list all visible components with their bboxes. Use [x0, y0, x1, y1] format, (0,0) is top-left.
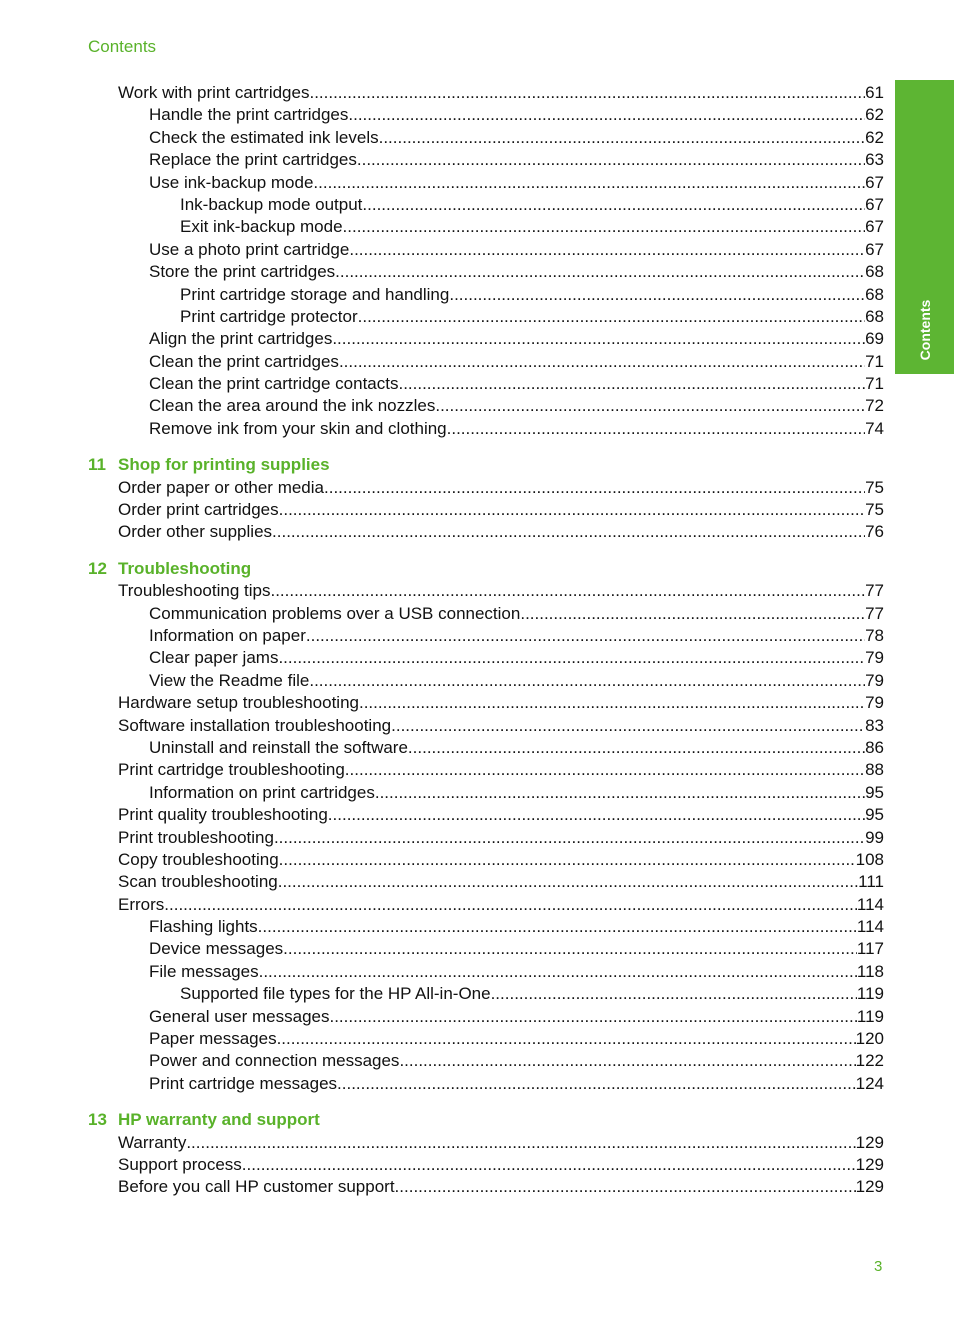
dot-leader: [349, 239, 865, 261]
toc-entry[interactable]: [88, 216, 884, 238]
dot-leader: [348, 104, 865, 126]
dot-leader: [399, 1050, 855, 1072]
toc-entry-title: Device messages: [149, 939, 284, 959]
toc-entry-page: 124: [855, 1073, 884, 1093]
toc-entry-page: 77: [865, 581, 884, 601]
toc-entry-title: Clear paper jams: [149, 648, 279, 668]
toc-entry-title: Order paper or other media: [118, 477, 324, 497]
toc-entry[interactable]: [88, 1006, 884, 1028]
dot-leader: [391, 715, 865, 737]
toc-entry-title: Remove ink from your skin and clothing: [149, 418, 447, 438]
toc-entry[interactable]: [88, 759, 884, 781]
toc-entry-page: 62: [865, 127, 884, 147]
toc-entry[interactable]: [88, 603, 884, 625]
dot-leader: [335, 261, 865, 283]
toc-section: [88, 1109, 884, 1199]
toc-entry[interactable]: [88, 418, 884, 440]
toc-entry-page: 83: [865, 715, 884, 735]
toc-entry-page: 114: [856, 917, 884, 937]
dot-leader: [408, 737, 865, 759]
dot-leader: [339, 351, 865, 373]
toc-entry-page: 111: [858, 872, 884, 892]
dot-leader: [324, 477, 865, 499]
toc-entry-page: 76: [865, 522, 884, 542]
dot-leader: [332, 328, 865, 350]
toc-entry[interactable]: [88, 625, 884, 647]
toc-entry[interactable]: [88, 670, 884, 692]
page-number: 3: [874, 1258, 883, 1275]
toc-section: [88, 558, 884, 1095]
dot-leader: [283, 938, 857, 960]
dot-leader: [309, 82, 865, 104]
toc-entry-title: Print cartridge storage and handling: [180, 284, 450, 304]
dot-leader: [278, 871, 858, 893]
toc-entry-title: Support process: [118, 1154, 242, 1174]
running-header: Contents: [88, 37, 157, 56]
toc-entry[interactable]: [88, 827, 884, 849]
toc-entry-title: Work with print cartridges: [118, 83, 310, 102]
toc-entry-page: 79: [865, 693, 884, 713]
toc-entry-page: 67: [865, 217, 884, 237]
toc-entry-title: Replace the print cartridges: [149, 150, 357, 170]
toc-entry[interactable]: [88, 1176, 884, 1198]
toc-entry-title: Align the print cartridges: [149, 329, 333, 349]
toc-entry-page: 72: [865, 396, 884, 416]
toc-entry-page: 129: [855, 1177, 884, 1197]
toc-entry-page: 71: [865, 374, 884, 394]
toc-entry-title: Software installation troubleshooting: [118, 715, 392, 735]
toc-entry-page: 78: [865, 625, 884, 645]
dot-leader: [164, 894, 857, 916]
toc-entry-title: Uninstall and reinstall the software: [149, 737, 408, 757]
toc-entry[interactable]: [88, 149, 884, 171]
toc-entry-title: Hardware setup troubleshooting: [118, 693, 359, 713]
toc-entry-title: Print cartridge messages: [149, 1073, 338, 1093]
toc-entry[interactable]: [88, 477, 884, 499]
toc-entry[interactable]: [88, 104, 884, 126]
toc-entry[interactable]: [88, 580, 884, 602]
toc-entry[interactable]: [88, 306, 884, 328]
toc-entry-title: Copy troubleshooting: [118, 849, 279, 869]
toc-entry[interactable]: [88, 194, 884, 216]
toc-entry-title: Before you call HP customer support: [118, 1177, 395, 1197]
toc-entry-title: View the Readme file: [149, 670, 310, 690]
toc-entry-page: 117: [856, 939, 884, 959]
toc-entry-page: 68: [865, 262, 884, 282]
toc-entry-page: 99: [865, 827, 884, 847]
toc-entry-title: Clean the print cartridges: [149, 351, 339, 371]
dot-leader: [329, 1006, 856, 1028]
side-tab-label: Contents: [916, 299, 933, 361]
toc-entry-page: 69: [865, 329, 884, 349]
toc-entry[interactable]: [88, 284, 884, 306]
dot-leader: [449, 284, 865, 306]
toc-entry[interactable]: [88, 499, 884, 521]
toc-entry-title: Clean the area around the ink nozzles: [149, 396, 436, 416]
toc-entry[interactable]: [88, 127, 884, 149]
section-title: Troubleshooting: [118, 558, 252, 578]
dot-leader: [277, 1028, 856, 1050]
dot-leader: [270, 580, 865, 602]
toc-entry-title: Print troubleshooting: [118, 827, 274, 847]
toc-entry[interactable]: [88, 782, 884, 804]
toc-entry-page: 119: [856, 1006, 884, 1026]
dot-leader: [274, 827, 865, 849]
toc-entry[interactable]: [88, 938, 884, 960]
toc-entry[interactable]: [88, 804, 884, 826]
toc-entry-page: 119: [856, 984, 884, 1004]
toc-entry-title: Print cartridge protector: [180, 306, 358, 326]
toc-entry-page: 77: [865, 603, 884, 623]
dot-leader: [362, 194, 865, 216]
toc-entry-title: Communication problems over a USB connection: [149, 603, 521, 623]
toc-entry-title: Supported file types for the HP All-in-One: [180, 984, 491, 1004]
toc-entry-title: Errors: [118, 894, 165, 914]
toc-entry[interactable]: [88, 239, 884, 261]
section-heading[interactable]: [88, 454, 884, 476]
toc-entry-page: 68: [865, 306, 884, 326]
toc-section: [88, 454, 884, 544]
toc-entry-page: 68: [865, 284, 884, 304]
toc-entry[interactable]: [88, 328, 884, 350]
toc-entry-page: 122: [855, 1051, 884, 1071]
dot-leader: [491, 983, 857, 1005]
toc-entry-title: General user messages: [149, 1006, 330, 1026]
dot-leader: [379, 127, 865, 149]
toc-section: [88, 82, 884, 440]
dot-leader: [258, 916, 857, 938]
toc-entry-page: 61: [865, 83, 884, 102]
toc-entry-title: Order print cartridges: [118, 500, 279, 520]
section-title: HP warranty and support: [118, 1110, 320, 1130]
toc-entry-page: 129: [855, 1132, 884, 1152]
table-of-contents: [88, 82, 884, 1213]
toc-entry-title: Print quality troubleshooting: [118, 805, 328, 825]
toc-entry-page: 95: [865, 805, 884, 825]
section-number: 13: [88, 1110, 107, 1130]
toc-entry-title: Paper messages: [149, 1029, 277, 1049]
toc-entry[interactable]: [88, 737, 884, 759]
dot-leader: [279, 849, 856, 871]
dot-leader: [395, 1176, 856, 1198]
dot-leader: [186, 1132, 855, 1154]
dot-leader: [357, 149, 865, 171]
toc-entry-page: 75: [865, 500, 884, 520]
toc-entry-title: Order other supplies: [118, 522, 273, 542]
toc-entry-page: 129: [855, 1154, 884, 1174]
toc-entry-page: 114: [856, 894, 884, 914]
toc-entry[interactable]: [88, 894, 884, 916]
toc-entry[interactable]: [88, 871, 884, 893]
toc-entry-page: 108: [855, 849, 884, 869]
toc-entry[interactable]: [88, 261, 884, 283]
toc-entry-title: Information on print cartridges: [149, 782, 375, 802]
dot-leader: [358, 306, 865, 328]
toc-entry[interactable]: [88, 351, 884, 373]
toc-entry[interactable]: [88, 849, 884, 871]
toc-entry-title: Troubleshooting tips: [118, 581, 271, 601]
dot-leader: [435, 395, 865, 417]
toc-entry-page: 67: [865, 172, 884, 192]
toc-entry-title: Scan troubleshooting: [118, 872, 278, 892]
toc-entry-title: Flashing lights: [149, 917, 258, 937]
toc-entry[interactable]: [88, 916, 884, 938]
dot-leader: [337, 1073, 856, 1095]
toc-entry-page: 71: [865, 351, 884, 371]
toc-entry[interactable]: [88, 1028, 884, 1050]
section-heading[interactable]: [88, 1109, 884, 1131]
toc-entry-title: Information on paper: [149, 625, 306, 645]
toc-entry-title: Exit ink-backup mode: [180, 217, 343, 237]
dot-leader: [278, 647, 865, 669]
dot-leader: [375, 782, 865, 804]
toc-entry[interactable]: [88, 1050, 884, 1072]
toc-entry[interactable]: [88, 373, 884, 395]
toc-entry[interactable]: [88, 172, 884, 194]
toc-entry[interactable]: [88, 82, 884, 104]
dot-leader: [306, 625, 865, 647]
toc-entry-page: 120: [855, 1029, 884, 1049]
section-title: Shop for printing supplies: [118, 455, 330, 475]
toc-entry-page: 88: [865, 760, 884, 780]
side-tab: [895, 80, 954, 374]
toc-entry-page: 86: [865, 737, 884, 757]
toc-entry[interactable]: [88, 1154, 884, 1176]
toc-entry[interactable]: [88, 983, 884, 1005]
section-number: 12: [88, 558, 107, 578]
toc-entry-page: 62: [865, 105, 884, 125]
toc-entry-page: 63: [865, 150, 884, 170]
toc-entry-page: 75: [865, 477, 884, 497]
toc-entry-page: 67: [865, 239, 884, 259]
toc-entry-page: 79: [865, 670, 884, 690]
toc-entry[interactable]: [88, 715, 884, 737]
toc-entry-title: Use ink-backup mode: [149, 172, 314, 192]
toc-entry[interactable]: [88, 395, 884, 417]
dot-leader: [242, 1154, 856, 1176]
toc-entry-title: File messages: [149, 961, 259, 981]
dot-leader: [345, 759, 865, 781]
toc-entry-page: 79: [865, 648, 884, 668]
toc-entry[interactable]: [88, 521, 884, 543]
dot-leader: [520, 603, 865, 625]
toc-entry[interactable]: [88, 1132, 884, 1154]
dot-leader: [328, 804, 865, 826]
toc-entry-title: Print cartridge troubleshooting: [118, 760, 345, 780]
dot-leader: [447, 418, 865, 440]
dot-leader: [398, 373, 865, 395]
toc-entry-title: Store the print cartridges: [149, 262, 336, 282]
toc-entry[interactable]: [88, 692, 884, 714]
toc-entry-title: Power and connection messages: [149, 1051, 400, 1071]
toc-entry[interactable]: [88, 961, 884, 983]
toc-entry-title: Clean the print cartridge contacts: [149, 374, 399, 394]
toc-entry[interactable]: [88, 1073, 884, 1095]
toc-entry-title: Use a photo print cartridge: [149, 239, 350, 259]
section-heading[interactable]: [88, 558, 884, 580]
section-number: 11: [88, 455, 106, 475]
toc-entry-page: 95: [865, 782, 884, 802]
dot-leader: [359, 692, 865, 714]
toc-entry-page: 74: [865, 418, 884, 438]
toc-entry-title: Check the estimated ink levels: [149, 127, 379, 147]
dot-leader: [309, 670, 865, 692]
dot-leader: [272, 521, 865, 543]
toc-entry-page: 118: [856, 961, 884, 981]
toc-entry-title: Warranty: [118, 1132, 187, 1152]
toc-entry-title: Handle the print cartridges: [149, 105, 349, 125]
dot-leader: [279, 499, 865, 521]
dot-leader: [343, 216, 866, 238]
toc-entry-title: Ink-backup mode output: [180, 194, 363, 214]
dot-leader: [259, 961, 857, 983]
dot-leader: [313, 172, 865, 194]
toc-entry-page: 67: [865, 194, 884, 214]
toc-entry[interactable]: [88, 647, 884, 669]
